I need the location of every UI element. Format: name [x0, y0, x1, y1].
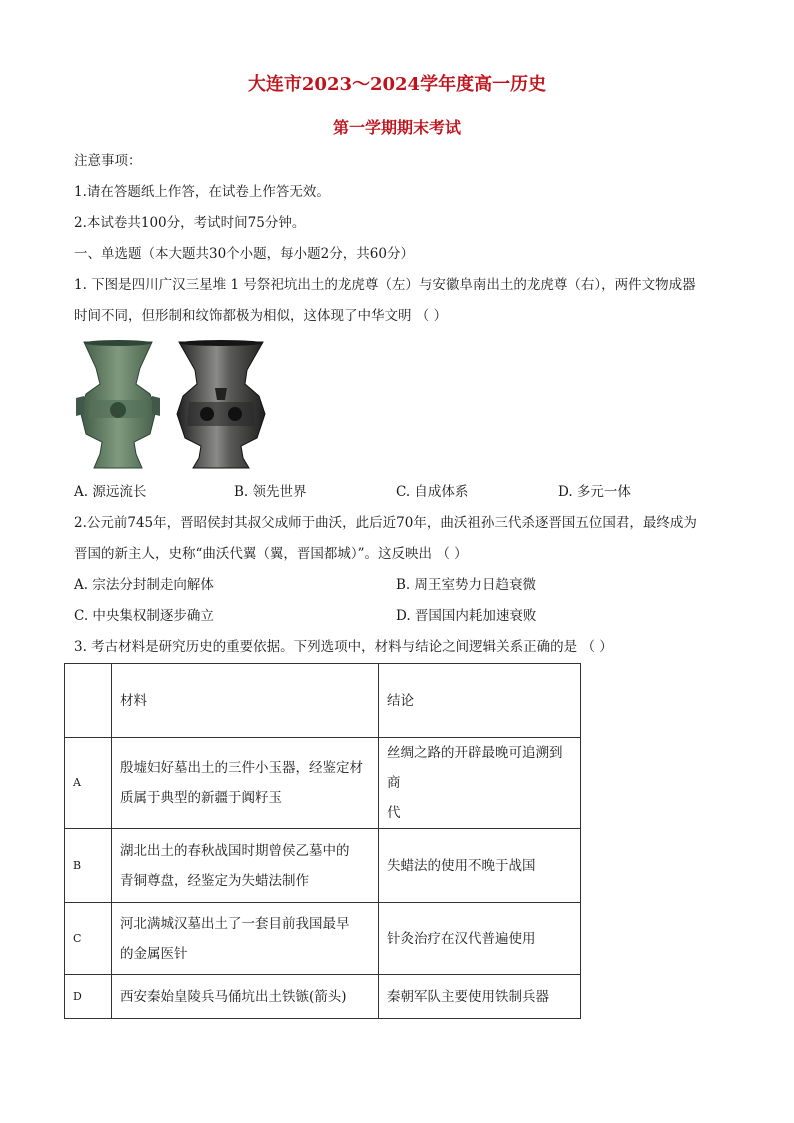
material-line: 质属于典型的新疆于阗籽玉: [120, 790, 282, 806]
row-conclusion: [379, 903, 581, 975]
row-material: [112, 738, 379, 829]
row-material: [112, 829, 379, 903]
bronze-zun-right-image: [173, 338, 269, 470]
q2-option-b[interactable]: B. 周王室势力日趋衰微: [396, 577, 537, 593]
table-row-b[interactable]: [65, 829, 581, 903]
row-label: C: [65, 903, 112, 975]
q3-evidence-table: [64, 663, 581, 1019]
conclusion-line: 秦朝军队主要使用铁制兵器: [387, 988, 549, 1005]
conclusion-line: 针灸治疗在汉代普遍使用: [387, 930, 536, 947]
row-label: D: [65, 975, 112, 1019]
conclusion-line: 失蜡法的使用不晚于战国: [387, 857, 536, 874]
q3-stem: 3. 考古材料是研究历史的重要依据。下列选项中，材料与结论之间逻辑关系正确的是 （ ）: [74, 639, 613, 655]
material-line: 殷墟妇好墓出土的三件小玉器，经鉴定材: [120, 760, 363, 776]
conclusion-line: 丝绸之路的开辟最晚可追溯到商: [387, 745, 563, 791]
material-line: 河北满城汉墓出土了一套目前我国最早: [120, 915, 350, 932]
q2-option-c[interactable]: C. 中央集权制逐步确立: [74, 608, 214, 624]
q2-stem-line1: 2.公元前745年，晋昭侯封其叔父成师于曲沃，此后近70年，曲沃祖孙三代杀逐晋国五位国君，最终成为: [74, 515, 697, 531]
material-line: 的金属医针: [120, 945, 188, 962]
row-material: [112, 975, 379, 1019]
section-title: 一、单选题（本大题共30个小题，每小题2分，共60分）: [74, 246, 414, 262]
header-cell-blank: [65, 664, 112, 738]
exam-title: 大连市2023～2024学年度高一历史: [247, 74, 547, 95]
q2-option-a[interactable]: A. 宗法分封制走向解体: [74, 577, 214, 593]
material-line: 青铜尊盘，经鉴定为失蜡法制作: [120, 872, 309, 889]
q1-option-b[interactable]: B. 领先世界: [234, 484, 307, 500]
q1-option-a[interactable]: A. 源远流长: [74, 484, 147, 500]
row-label: A: [65, 738, 112, 829]
q2-option-d[interactable]: D. 晋国国内耗加速衰败: [396, 608, 537, 624]
table-header-row: [65, 664, 581, 738]
material-line: 西安秦始皇陵兵马俑坑出土铁镞(箭头): [120, 988, 347, 1005]
q1-stem-line1: 1. 下图是四川广汉三星堆 1 号祭祀坑出土的龙虎尊（左）与安徽阜南出土的龙虎尊（右），两件文物成器: [74, 277, 696, 293]
material-line: 湖北出土的春秋战国时期曾侯乙墓中的: [120, 842, 350, 859]
note-item-1: 1.请在答题纸上作答，在试卷上作答无效。: [74, 184, 330, 200]
table-row-a[interactable]: [65, 738, 581, 829]
header-cell-material: 材料: [112, 664, 379, 738]
exam-subtitle: 第一学期期末考试: [332, 118, 461, 137]
table-row-c[interactable]: [65, 903, 581, 975]
row-label: B: [65, 829, 112, 903]
row-material: [112, 903, 379, 975]
q2-stem-line2: 晋国的新主人，史称“曲沃代翼（翼，晋国都城）”。这反映出 （ ）: [74, 546, 468, 562]
row-conclusion: [379, 738, 581, 829]
bronze-zun-left-image: [70, 338, 166, 470]
q1-option-d[interactable]: D. 多元一体: [558, 484, 631, 500]
table-row-d[interactable]: [65, 975, 581, 1019]
conclusion-line: 代: [387, 805, 401, 821]
q1-option-c[interactable]: C. 自成体系: [396, 484, 469, 500]
header-cell-conclusion: 结论: [379, 664, 581, 738]
note-item-2: 2.本试卷共100分，考试时间75分钟。: [74, 215, 306, 231]
notes-heading: 注意事项：: [74, 153, 142, 169]
row-conclusion: [379, 975, 581, 1019]
q1-stem-line2: 时间不同，但形制和纹饰都极为相似，这体现了中华文明 （ ）: [74, 308, 448, 324]
row-conclusion: [379, 829, 581, 903]
